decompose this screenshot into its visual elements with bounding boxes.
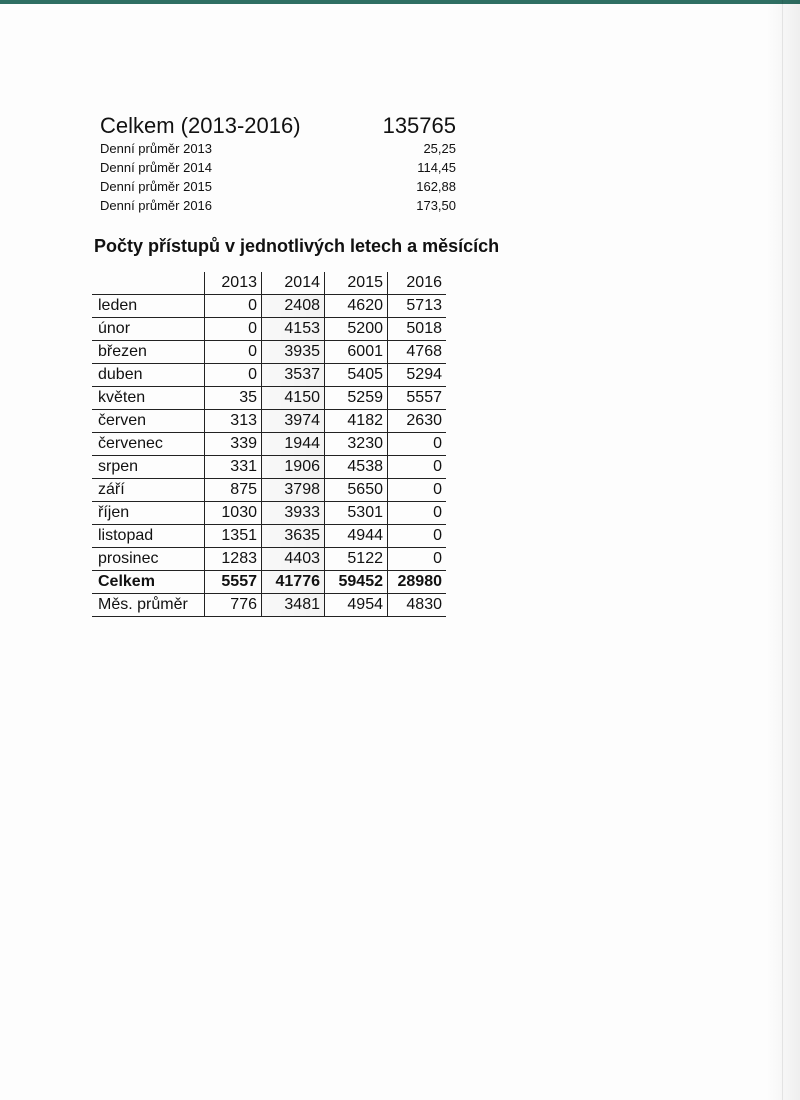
year-header: 2014: [262, 272, 325, 295]
daily-average-value: 114,45: [417, 160, 456, 175]
table-row: [92, 295, 446, 318]
cell-value: 1283: [205, 548, 262, 571]
cell-value: 4954: [325, 594, 388, 617]
cell-value: 4944: [325, 525, 388, 548]
row-label: prosinec: [92, 548, 205, 571]
scan-shadow: [766, 0, 800, 1100]
year-header: 2015: [325, 272, 388, 295]
cell-value: 5018: [388, 318, 447, 341]
table-row: [92, 502, 446, 525]
daily-average-row: [100, 160, 456, 180]
cell-value: 5713: [388, 295, 447, 318]
cell-value: 5122: [325, 548, 388, 571]
year-header: 2016: [388, 272, 447, 295]
daily-average-value: 162,88: [416, 179, 456, 194]
cell-value: 28980: [388, 571, 447, 594]
cell-value: 5405: [325, 364, 388, 387]
table-row: [92, 456, 446, 479]
cell-value: 4153: [262, 318, 325, 341]
daily-average-label: Denní průměr 2015: [100, 179, 213, 194]
year-header: 2013: [205, 272, 262, 295]
cell-value: 4403: [262, 548, 325, 571]
cell-value: 0: [388, 479, 447, 502]
cell-value: 4182: [325, 410, 388, 433]
row-label: Měs. průměr: [92, 594, 205, 617]
total-row: [92, 571, 446, 594]
page-top-edge: [0, 0, 800, 4]
cell-value: 0: [205, 341, 262, 364]
cell-value: 0: [388, 548, 447, 571]
table-row: [92, 341, 446, 364]
grand-total-row: [100, 113, 456, 139]
row-label: duben: [92, 364, 205, 387]
cell-value: 3230: [325, 433, 388, 456]
grand-total-value: 135765: [382, 113, 456, 138]
cell-value: 4830: [388, 594, 447, 617]
cell-value: 4150: [262, 387, 325, 410]
cell-value: 4768: [388, 341, 447, 364]
daily-average-label: Denní průměr 2014: [100, 160, 213, 175]
row-label: listopad: [92, 525, 205, 548]
cell-value: 5557: [388, 387, 447, 410]
table-row: [92, 479, 446, 502]
daily-average-row: [100, 198, 456, 218]
cell-value: 0: [205, 364, 262, 387]
cell-value: 0: [205, 318, 262, 341]
daily-average-label: Denní průměr 2013: [100, 141, 213, 156]
cell-value: 5294: [388, 364, 447, 387]
cell-value: 5650: [325, 479, 388, 502]
cell-value: 3935: [262, 341, 325, 364]
cell-value: 1944: [262, 433, 325, 456]
cell-value: 0: [388, 502, 447, 525]
cell-value: 3635: [262, 525, 325, 548]
grand-total-label: Celkem (2013-2016): [100, 113, 301, 138]
cell-value: 1906: [262, 456, 325, 479]
cell-value: 2408: [262, 295, 325, 318]
cell-value: 3974: [262, 410, 325, 433]
cell-value: 3798: [262, 479, 325, 502]
row-label: únor: [92, 318, 205, 341]
cell-value: 5557: [205, 571, 262, 594]
monthly-access-table: [92, 272, 446, 617]
month-column-header: [92, 272, 205, 295]
cell-value: 0: [388, 433, 447, 456]
cell-value: 875: [205, 479, 262, 502]
daily-average-value: 173,50: [416, 198, 456, 213]
cell-value: 313: [205, 410, 262, 433]
daily-average-label: Denní průměr 2016: [100, 198, 213, 213]
cell-value: 35: [205, 387, 262, 410]
cell-value: 339: [205, 433, 262, 456]
table-row: [92, 433, 446, 456]
cell-value: 331: [205, 456, 262, 479]
table-row: [92, 387, 446, 410]
daily-average-row: [100, 141, 456, 161]
cell-value: 0: [205, 295, 262, 318]
scan-edge-line: [782, 0, 783, 1100]
cell-value: 1351: [205, 525, 262, 548]
cell-value: 4620: [325, 295, 388, 318]
cell-value: 41776: [262, 571, 325, 594]
cell-value: 5200: [325, 318, 388, 341]
row-label: září: [92, 479, 205, 502]
table-row: [92, 318, 446, 341]
cell-value: 1030: [205, 502, 262, 525]
table-header-row: [92, 272, 446, 295]
row-label: březen: [92, 341, 205, 364]
cell-value: 3933: [262, 502, 325, 525]
cell-value: 0: [388, 525, 447, 548]
table-row: [92, 548, 446, 571]
table-row: [92, 410, 446, 433]
row-label: leden: [92, 295, 205, 318]
row-label: červenec: [92, 433, 205, 456]
cell-value: 776: [205, 594, 262, 617]
daily-average-row: [100, 179, 456, 199]
row-label: květen: [92, 387, 205, 410]
table-row: [92, 364, 446, 387]
average-row: [92, 594, 446, 617]
cell-value: 4538: [325, 456, 388, 479]
cell-value: 3481: [262, 594, 325, 617]
cell-value: 5301: [325, 502, 388, 525]
cell-value: 6001: [325, 341, 388, 364]
daily-average-value: 25,25: [423, 141, 456, 156]
table-title: Počty přístupů v jednotlivých letech a měsících: [94, 236, 500, 256]
cell-value: 3537: [262, 364, 325, 387]
row-label: srpen: [92, 456, 205, 479]
row-label: říjen: [92, 502, 205, 525]
cell-value: 5259: [325, 387, 388, 410]
cell-value: 0: [388, 456, 447, 479]
row-label: červen: [92, 410, 205, 433]
cell-value: 2630: [388, 410, 447, 433]
cell-value: 59452: [325, 571, 388, 594]
table-body: [92, 295, 446, 617]
table-row: [92, 525, 446, 548]
row-label: Celkem: [92, 571, 205, 594]
